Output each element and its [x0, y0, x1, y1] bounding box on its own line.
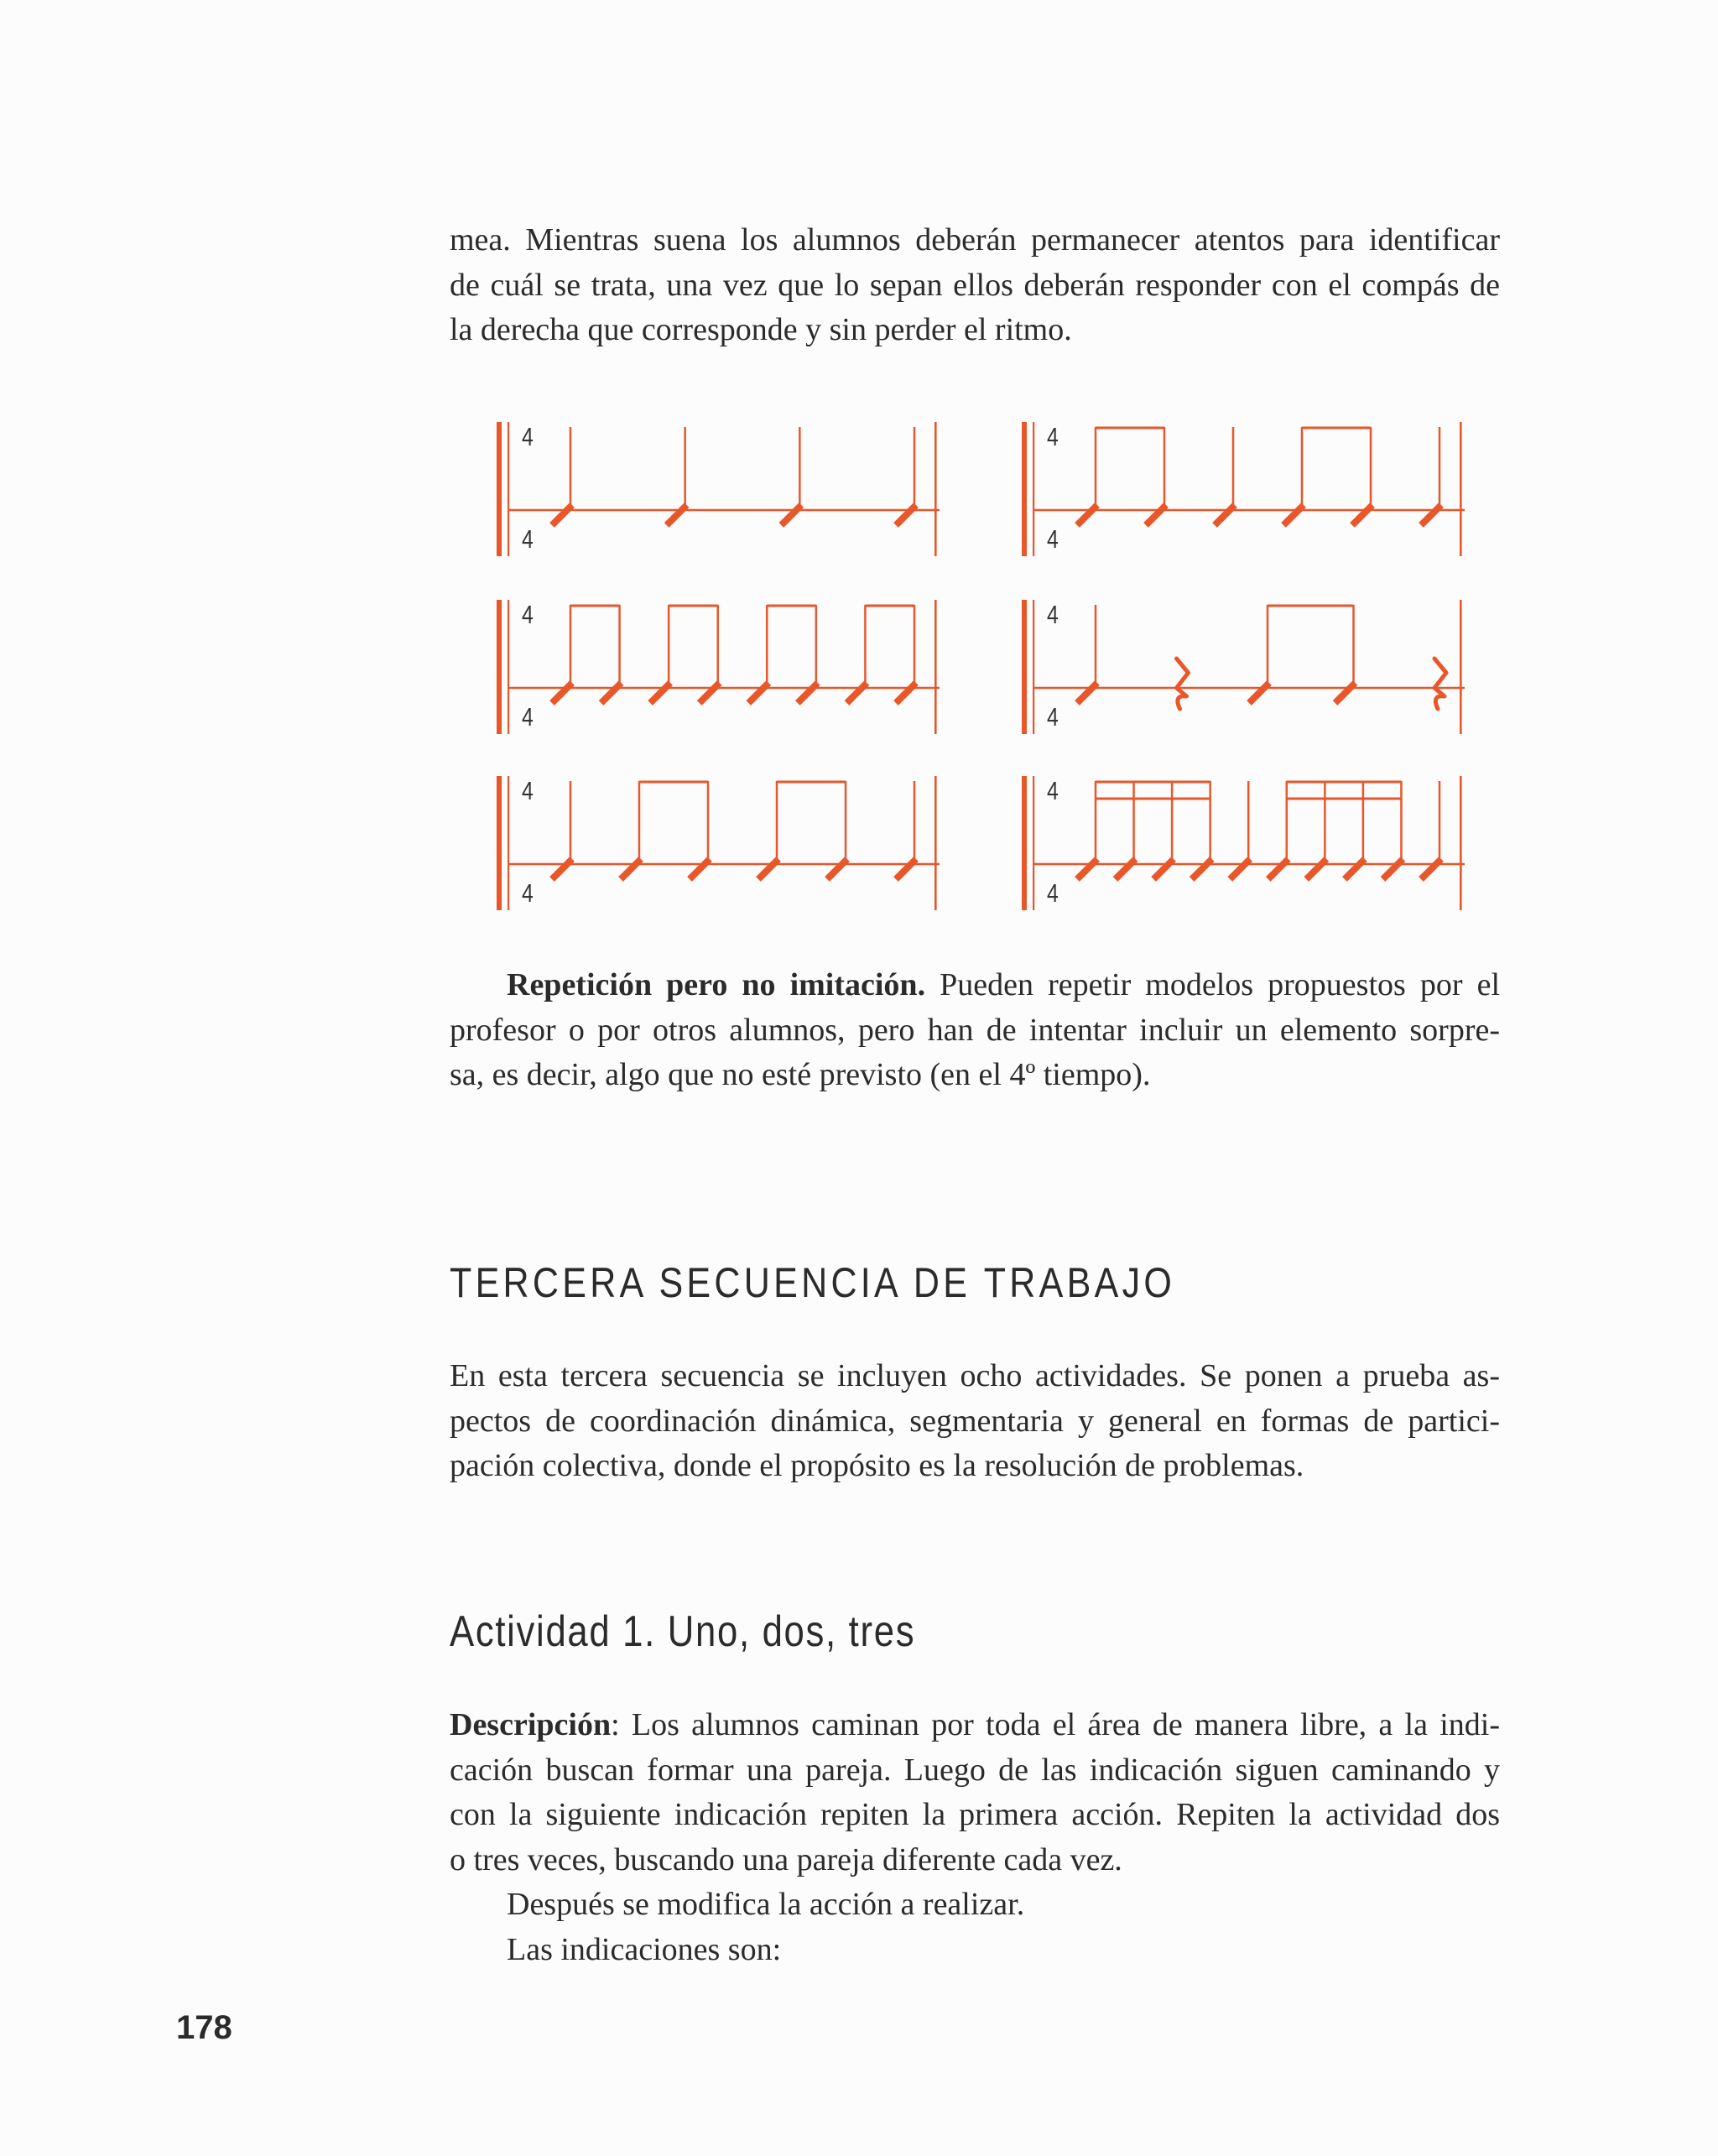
- time-signature-numerator: 4: [1047, 776, 1059, 805]
- note-head: [1230, 859, 1250, 879]
- end-barline: [1460, 776, 1462, 910]
- note-head: [1283, 505, 1304, 525]
- note-head: [1345, 859, 1365, 879]
- note-head: [1146, 505, 1166, 525]
- paragraph-repeticion: [450, 963, 1500, 1098]
- note-head: [552, 683, 572, 703]
- note-head: [1382, 859, 1403, 879]
- note-head: [1249, 683, 1269, 703]
- paragraph-line: con la siguiente indicación repiten la primera acción. Repiten la actividad dos: [450, 1797, 1500, 1832]
- paragraph-line: En esta tercera secuencia se incluyen ocho actividades. Se ponen a prueba as-: [450, 1358, 1500, 1393]
- time-signature-denominator: 4: [522, 878, 534, 908]
- thick-barline: [497, 776, 502, 910]
- paragraph-line: la derecha que corresponde y sin perder el ritmo.: [450, 312, 1072, 347]
- paragraph-bold-lead: Descripción: [450, 1707, 612, 1742]
- note-head: [621, 859, 641, 879]
- note-head: [1421, 505, 1441, 525]
- note-head: [552, 859, 572, 879]
- rhythm-staff: [1020, 776, 1507, 919]
- rhythm-staff: [495, 776, 981, 919]
- paragraph-line: Después se modifica la acción a realizar.: [507, 1887, 1025, 1922]
- note-head: [1077, 683, 1097, 703]
- note-head: [700, 683, 720, 703]
- note-head: [1268, 859, 1288, 879]
- thin-barline: [508, 600, 509, 734]
- rhythm-staff-svg: [495, 600, 956, 734]
- note-head: [1215, 505, 1235, 525]
- thin-barline: [508, 776, 509, 910]
- note-head: [846, 683, 867, 703]
- thin-barline: [1033, 776, 1034, 910]
- note-head: [690, 859, 710, 879]
- rhythm-staff: [1020, 422, 1507, 565]
- note-head: [827, 859, 847, 879]
- paragraph-line: de cuál se trata, una vez que lo sepan ellos deberán responder con el compás de: [450, 267, 1500, 303]
- rhythm-staff-svg: [495, 776, 956, 910]
- paragraph-line: pación colectiva, donde el propósito es la resolución de problemas.: [450, 1448, 1304, 1483]
- note-head: [758, 859, 778, 879]
- note-head: [1192, 859, 1212, 879]
- paragraph-line: cación buscan formar una pareja. Luego de las indicación siguen caminando y: [450, 1752, 1500, 1788]
- quarter-rest: [1434, 659, 1446, 709]
- note-head: [1116, 859, 1136, 879]
- section-heading: TERCERA SECUENCIA DE TRABAJO: [450, 1259, 1176, 1306]
- end-barline: [1460, 600, 1462, 734]
- time-signature-denominator: 4: [1047, 878, 1059, 908]
- note-head: [650, 683, 670, 703]
- paragraph-line: mea. Mientras suena los alumnos deberán permanecer atentos para identificar: [450, 222, 1500, 258]
- thick-barline: [497, 600, 502, 734]
- note-head: [748, 683, 768, 703]
- thick-barline: [1022, 422, 1027, 556]
- page-number: 178: [176, 2009, 232, 2046]
- end-barline: [934, 600, 937, 734]
- time-signature-denominator: 4: [1047, 524, 1059, 554]
- note-head: [896, 505, 916, 525]
- paragraph-text: Pueden repetir modelos propuestos por el: [925, 967, 1500, 1002]
- paragraph-line: Las indicaciones son:: [507, 1931, 782, 1967]
- thick-barline: [1022, 776, 1027, 910]
- paragraph-line: sa, es decir, algo que no esté previsto (en el 4º tiempo).: [450, 1057, 1151, 1092]
- note-head: [667, 505, 687, 525]
- time-signature-denominator: 4: [522, 524, 534, 554]
- rhythm-staff-svg: [495, 422, 956, 556]
- note-head: [798, 683, 818, 703]
- note-head: [1335, 683, 1356, 703]
- time-signature-numerator: 4: [1047, 422, 1059, 451]
- time-signature-numerator: 4: [522, 776, 534, 805]
- time-signature-numerator: 4: [522, 600, 534, 629]
- rhythm-staff-svg: [1020, 776, 1481, 910]
- thin-barline: [508, 422, 509, 556]
- paragraph-secuencia: [450, 1354, 1500, 1489]
- end-barline: [1460, 422, 1462, 556]
- time-signature-denominator: 4: [1047, 702, 1059, 732]
- note-head: [1077, 505, 1097, 525]
- activity-heading: Actividad 1. Uno, dos, tres: [450, 1607, 916, 1656]
- paragraph-bold-lead: Repetición pero no imitación.: [507, 967, 926, 1002]
- rhythm-staff: [495, 600, 981, 742]
- time-signature-numerator: 4: [522, 422, 534, 451]
- paragraph-line: o tres veces, buscando una pareja diferente cada vez.: [450, 1841, 1122, 1877]
- paragraph-descripcion: [450, 1703, 1500, 1972]
- note-head: [1306, 859, 1326, 879]
- rhythm-staff-svg: [1020, 600, 1481, 734]
- note-head: [601, 683, 622, 703]
- rhythm-staff: [495, 422, 981, 565]
- note-head: [1153, 859, 1174, 879]
- paragraph-line: pectos de coordinación dinámica, segmentaria y general en formas de partici-: [450, 1403, 1500, 1439]
- time-signature-numerator: 4: [1047, 600, 1059, 629]
- end-barline: [934, 422, 937, 556]
- rhythm-staff-svg: [1020, 422, 1481, 556]
- paragraph-text: : Los alumnos caminan por toda el área de manera libre, a la indi-: [611, 1707, 1500, 1742]
- thin-barline: [1033, 600, 1034, 734]
- note-head: [1421, 859, 1441, 879]
- quarter-rest: [1177, 659, 1189, 709]
- note-head: [896, 683, 916, 703]
- thin-barline: [1033, 422, 1034, 556]
- note-head: [781, 505, 801, 525]
- note-head: [896, 859, 916, 879]
- note-head: [1077, 859, 1097, 879]
- thick-barline: [497, 422, 502, 556]
- thick-barline: [1022, 600, 1027, 734]
- paragraph-line: profesor o por otros alumnos, pero han de intentar incluir un elemento sorpre-: [450, 1012, 1500, 1048]
- end-barline: [934, 776, 937, 910]
- time-signature-denominator: 4: [522, 702, 534, 732]
- note-head: [552, 505, 572, 525]
- paragraph-intro: [450, 218, 1500, 353]
- rhythm-staff: [1020, 600, 1507, 742]
- note-head: [1352, 505, 1372, 525]
